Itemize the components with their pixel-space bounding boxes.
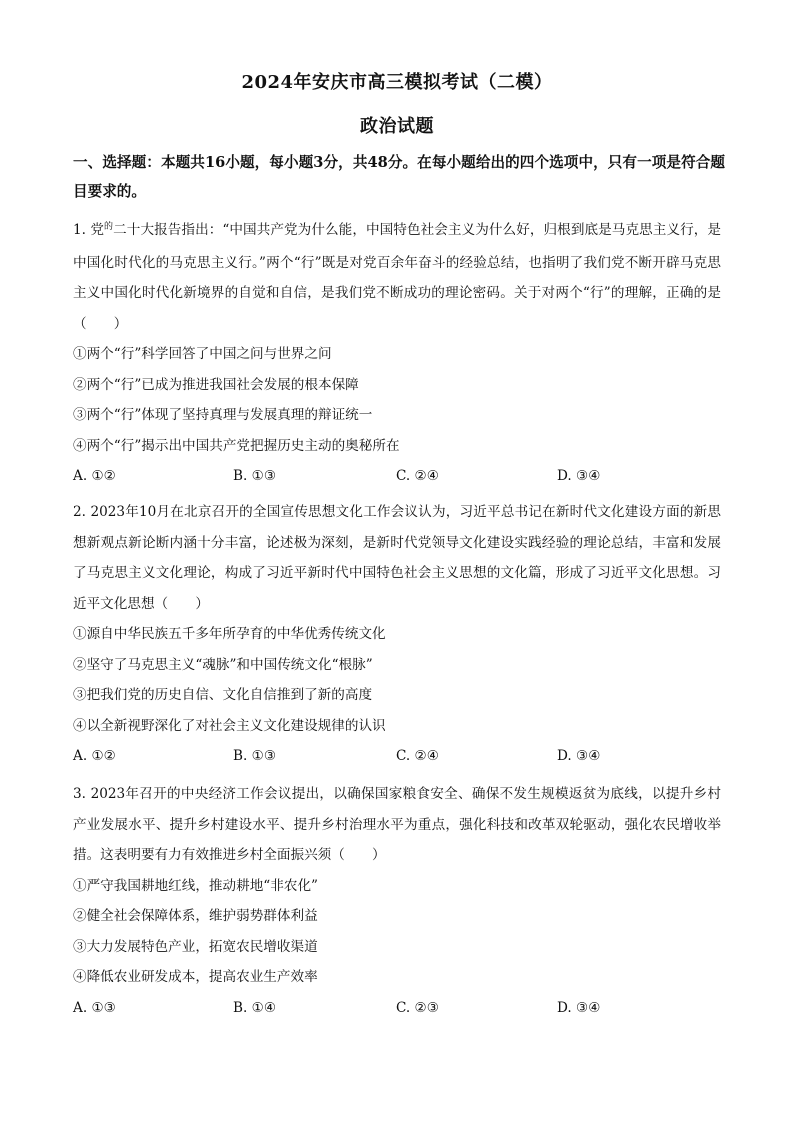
question-2-choices bbox=[73, 741, 721, 771]
question-2 bbox=[73, 497, 721, 771]
question-3-stem bbox=[73, 779, 721, 871]
question-3-statement-3: ③大力发展特色产业，拓宽农民增收渠道 bbox=[73, 938, 318, 955]
question-2-choice-c[interactable]: C. ②④ bbox=[396, 748, 439, 764]
question-1-number: 1. bbox=[73, 222, 86, 238]
question-1-stem bbox=[73, 215, 721, 339]
question-1-stem-superscript: 的 bbox=[104, 222, 114, 232]
question-2-choice-a[interactable]: A. ①② bbox=[73, 748, 116, 764]
question-3-choice-c[interactable]: C. ②③ bbox=[396, 999, 439, 1016]
question-2-stem bbox=[73, 497, 721, 619]
exam-subtitle: 政治试题 bbox=[360, 116, 434, 137]
question-2-choice-b[interactable]: B. ①③ bbox=[233, 748, 277, 764]
question-1-statement-4: ④两个“行”揭示出中国共产党把握历史主动的奥秘所在 bbox=[73, 437, 400, 454]
question-1 bbox=[73, 215, 721, 491]
question-1-choice-a[interactable]: A. ①② bbox=[73, 468, 116, 484]
question-1-statement-1: ①两个“行”科学回答了中国之问与世界之问 bbox=[73, 346, 332, 362]
question-1-choice-d[interactable]: D. ③④ bbox=[557, 468, 601, 484]
question-1-statement-3: ③两个“行”体现了坚持真理与发展真理的辩证统一 bbox=[73, 407, 373, 423]
question-2-statement-1: ①源自中华民族五千多年所孕育的中华优秀传统文化 bbox=[73, 626, 386, 642]
question-3-statement-1: ①严守我国耕地红线，推动耕地“非农化” bbox=[73, 877, 318, 894]
question-1-stem-start: 党 bbox=[90, 222, 105, 238]
question-1-choice-c[interactable]: C. ②④ bbox=[396, 468, 439, 484]
question-3-choice-d[interactable]: D. ③④ bbox=[557, 999, 601, 1016]
question-1-choice-b[interactable]: B. ①③ bbox=[233, 468, 277, 484]
question-2-stem-text: 2023年10月在北京召开的全国宣传思想文化工作会议认为，习近平总书记在新时代文化建设方面的新思想新观点新论断内涵十分丰富，论述极为深刻，是新时代党领导文化建设实践经验的理论总结，丰富和发展了马克思主义文化理论，构成了习近平新时代中国特色社会主义思想的文化篇，形成了习近平文化思想。习近平文化思想（ ） bbox=[73, 504, 721, 612]
question-3 bbox=[73, 779, 721, 1023]
question-2-statement-3: ③把我们党的历史自信、文化自信推到了新的高度 bbox=[73, 687, 373, 703]
question-2-choice-d[interactable]: D. ③④ bbox=[557, 748, 601, 764]
question-3-choices bbox=[73, 993, 721, 1023]
question-2-statement-4: ④以全新视野深化了对社会主义文化建设规律的认识 bbox=[73, 717, 386, 734]
question-1-stem-text: 二十大报告指出：“中国共产党为什么能，中国特色社会主义为什么好，归根到底是马克思主义行，是中国化时代化的马克思主义行。”两个“行”既是对党百余年奋斗的经验总结，也指明了我们党不断开辟马克思主义中国化时代化新境界的自觉和自信，是我们党不断成功的理论密码。关于对两个“行”的理解，正确的是（ ） bbox=[73, 222, 722, 332]
question-1-choices bbox=[73, 461, 721, 491]
question-3-choice-b[interactable]: B. ①④ bbox=[233, 999, 277, 1016]
question-2-number: 2. bbox=[73, 504, 86, 520]
exam-title: 2024年安庆市高三模拟考试（二模） bbox=[241, 72, 553, 93]
question-3-number: 3. bbox=[73, 786, 86, 802]
section-instructions: 一、选择题：本题共16小题，每小题3分，共48分。在每小题给出的四个选项中，只有一项是符合题目要求的。 bbox=[73, 154, 725, 200]
question-3-stem-text: 2023年召开的中央经济工作会议提出，以确保国家粮食安全、确保不发生规模返贫为底线，以提升乡村产业发展水平、提升乡村建设水平、提升乡村治理水平为重点，强化科技和改革双轮驱动，强化农民增收举措。这表明要有力有效推进乡村全面振兴须（ ） bbox=[73, 786, 722, 863]
question-2-statement-2: ②坚守了马克思主义“魂脉”和中国传统文化“根脉” bbox=[73, 656, 373, 673]
question-3-statement-4: ④降低农业研发成本，提高农业生产效率 bbox=[73, 969, 318, 985]
question-1-statement-2: ②两个“行”已成为推进我国社会发展的根本保障 bbox=[73, 376, 359, 393]
question-3-choice-a[interactable]: A. ①③ bbox=[73, 999, 116, 1016]
question-3-statement-2: ②健全社会保障体系，维护弱势群体利益 bbox=[73, 908, 318, 924]
